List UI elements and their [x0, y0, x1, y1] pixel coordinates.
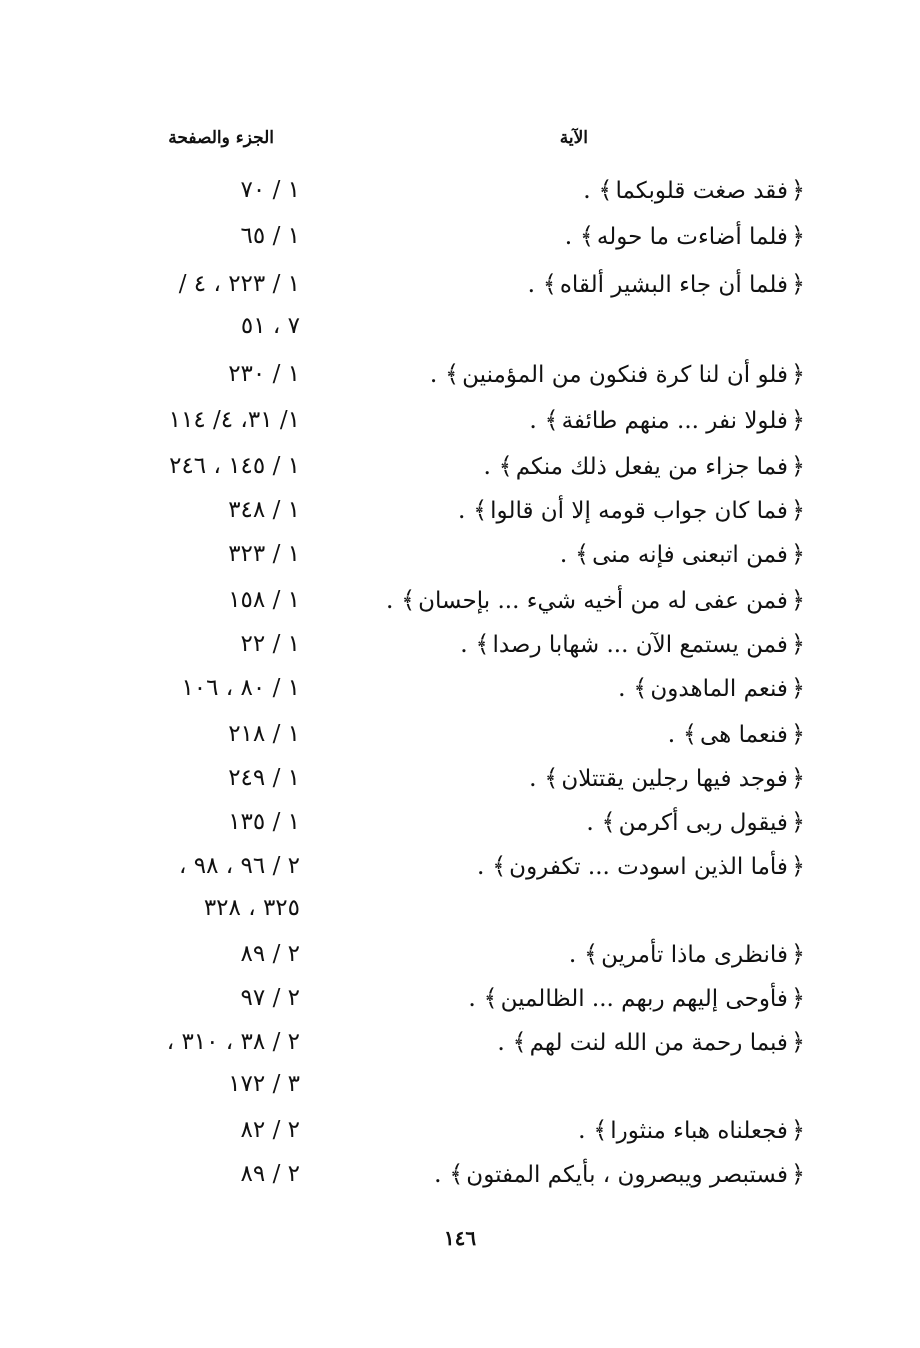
verse-entry — [494, 1020, 808, 1064]
close-bracket-ornament-icon: ﴾ . — [483, 452, 513, 480]
verse-text: فمن عفى له من أخيه شيء ... بإحسان — [418, 588, 788, 614]
verse-entry — [615, 666, 808, 710]
volume-page-reference: ١ / ١٥٨ — [228, 587, 300, 613]
open-bracket-ornament-icon: ﴿ — [790, 176, 805, 204]
verse-text: فمن اتبعنى فإنه منى — [592, 542, 788, 568]
open-bracket-ornament-icon: ﴿ — [790, 1116, 805, 1144]
verse-entry — [557, 532, 808, 576]
verse-entry — [480, 444, 808, 488]
volume-page-reference: ٢ / ٩٦ ، ٩٨ ، — [179, 853, 300, 879]
volume-page-reference: ١ / ٦٥ — [240, 223, 300, 249]
close-bracket-ornament-icon: ﴾ . — [568, 940, 599, 968]
volume-page-reference: ١/ ٣١، ٤/ ١١٤ — [168, 407, 300, 433]
verse-entry — [431, 1152, 808, 1196]
verse-text: فما جزاء من يفعل ذلك منكم — [515, 454, 788, 480]
volume-page-reference: ١ / ٢١٨ — [228, 721, 300, 747]
verse-entry — [566, 932, 808, 976]
open-bracket-ornament-icon: ﴿ — [790, 984, 805, 1012]
close-bracket-ornament-icon: ﴾ . — [460, 630, 490, 658]
verse-entry — [383, 578, 808, 622]
open-bracket-ornament-icon: ﴿ — [790, 540, 805, 568]
verse-text: فيقول ربى أكرمن — [618, 810, 788, 836]
open-bracket-ornament-icon: ﴿ — [790, 1160, 805, 1188]
close-bracket-ornament-icon: ﴾ . — [429, 360, 460, 388]
open-bracket-ornament-icon: ﴿ — [790, 360, 805, 388]
volume-page-reference: ٢ / ٨٢ — [240, 1117, 300, 1143]
reference-column-header: الجزء والصفحة — [168, 128, 274, 148]
open-bracket-ornament-icon: ﴿ — [790, 852, 805, 880]
open-bracket-ornament-icon: ﴿ — [790, 270, 805, 298]
verse-text: فما كان جواب قومه إلا أن قالوا — [490, 498, 788, 524]
verse-text: فلو أن لنا كرة فنكون من المؤمنين — [462, 362, 788, 388]
volume-page-reference: ١ / ٢٢٣ ، ٤ / — [178, 271, 300, 297]
page-number: ١٤٦ — [443, 1226, 477, 1250]
close-bracket-ornament-icon: ﴾ . — [497, 1028, 527, 1056]
volume-page-reference: ٧ ، ٥١ — [240, 313, 300, 339]
verse-text: فمن يستمع الآن ... شهابا رصدا — [492, 632, 788, 658]
close-bracket-ornament-icon: ﴾ . — [468, 984, 498, 1012]
verse-text: فنعما هى — [699, 722, 788, 748]
volume-page-reference: ٢ / ٩٧ — [240, 985, 300, 1011]
volume-page-reference: ١ / ٢٣٠ — [228, 361, 300, 387]
open-bracket-ornament-icon: ﴿ — [790, 720, 805, 748]
open-bracket-ornament-icon: ﴿ — [790, 630, 805, 658]
volume-page-reference: ١ / ١٣٥ — [228, 809, 300, 835]
open-bracket-ornament-icon: ﴿ — [790, 496, 805, 524]
verse-entry — [427, 352, 808, 396]
close-bracket-ornament-icon: ﴾ . — [577, 1116, 608, 1144]
open-bracket-ornament-icon: ﴿ — [790, 1028, 805, 1056]
open-bracket-ornament-icon: ﴿ — [790, 452, 805, 480]
volume-page-reference: ١ / ٣٤٨ — [228, 497, 300, 523]
volume-page-reference: ١ / ٢٢ — [240, 631, 300, 657]
volume-page-reference: ١ / ٨٠ ، ١٠٦ — [181, 675, 300, 701]
volume-page-reference: ٢ / ٨٩ — [240, 1161, 300, 1187]
volume-page-reference: ٣٢٥ ، ٣٢٨ — [203, 895, 300, 921]
verse-entry — [583, 800, 808, 844]
close-bracket-ornament-icon: ﴾ . — [529, 406, 559, 434]
verse-column-header: الآية — [559, 128, 588, 148]
open-bracket-ornament-icon: ﴿ — [790, 808, 805, 836]
verse-text: فلولا نفر ... منهم طائفة — [561, 408, 788, 434]
close-bracket-ornament-icon: ﴾ . — [385, 586, 416, 614]
verse-entry — [580, 168, 808, 212]
volume-page-reference: ٢ / ٨٩ — [240, 941, 300, 967]
open-bracket-ornament-icon: ﴿ — [790, 674, 805, 702]
verse-entry — [525, 262, 808, 306]
close-bracket-ornament-icon: ﴾ . — [527, 270, 557, 298]
volume-page-reference: ٢ / ٣٨ ، ٣١٠ ، — [166, 1029, 300, 1055]
verse-text: فوجد فيها رجلين يقتتلان — [561, 766, 788, 792]
verse-text: فنعم الماهدون — [650, 676, 788, 702]
verse-text: فأوحى إليهم ربهم ... الظالمين — [500, 986, 788, 1012]
close-bracket-ornament-icon: ﴾ . — [529, 764, 559, 792]
close-bracket-ornament-icon: ﴾ . — [586, 808, 616, 836]
close-bracket-ornament-icon: ﴾ . — [433, 1160, 464, 1188]
open-bracket-ornament-icon: ﴿ — [790, 764, 805, 792]
verse-entry — [465, 976, 808, 1020]
verse-entry — [665, 712, 808, 756]
close-bracket-ornament-icon: ﴾ . — [618, 674, 648, 702]
verse-entry — [455, 488, 808, 532]
verse-entry — [457, 622, 808, 666]
verse-text: فستبصر ويبصرون ، بأيكم المفتون — [466, 1162, 788, 1188]
open-bracket-ornament-icon: ﴿ — [790, 940, 805, 968]
verse-text: فجعلناه هباء منثورا — [610, 1118, 788, 1144]
volume-page-reference: ١ / ٣٢٣ — [228, 541, 300, 567]
close-bracket-ornament-icon: ﴾ . — [583, 176, 613, 204]
verse-entry — [526, 398, 808, 442]
close-bracket-ornament-icon: ﴾ . — [667, 720, 697, 748]
verse-text: فانظرى ماذا تأمرين — [601, 942, 788, 968]
close-bracket-ornament-icon: ﴾ . — [564, 222, 594, 250]
open-bracket-ornament-icon: ﴿ — [790, 222, 805, 250]
open-bracket-ornament-icon: ﴿ — [790, 406, 805, 434]
close-bracket-ornament-icon: ﴾ . — [476, 852, 507, 880]
verse-text: فبما رحمة من الله لنت لهم — [529, 1030, 788, 1056]
close-bracket-ornament-icon: ﴾ . — [559, 540, 590, 568]
verse-text: فقد صغت قلوبكما — [615, 178, 788, 204]
close-bracket-ornament-icon: ﴾ . — [457, 496, 488, 524]
volume-page-reference: ٣ / ١٧٢ — [228, 1071, 300, 1097]
open-bracket-ornament-icon: ﴿ — [790, 586, 805, 614]
volume-page-reference: ١ / ١٤٥ ، ٢٤٦ — [169, 453, 300, 479]
verse-text: فأما الذين اسودت ... تكفرون — [509, 854, 788, 880]
verse-text: فلما أضاءت ما حوله — [596, 224, 788, 250]
verse-entry — [526, 756, 808, 800]
verse-entry — [474, 844, 808, 888]
volume-page-reference: ١ / ٢٤٩ — [228, 765, 300, 791]
volume-page-reference: ١ / ٧٠ — [240, 177, 300, 203]
verse-text: فلما أن جاء البشير ألقاه — [559, 272, 788, 298]
verse-entry — [562, 214, 808, 258]
verse-entry — [575, 1108, 808, 1152]
